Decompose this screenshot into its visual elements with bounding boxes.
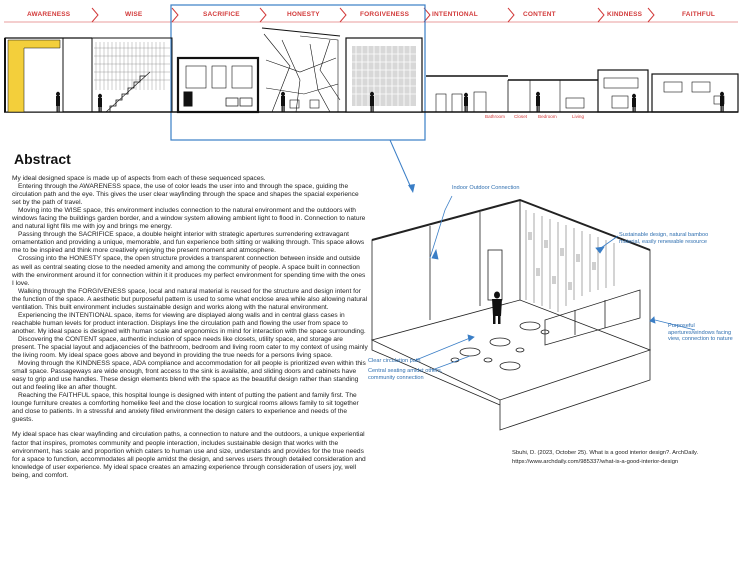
abstract-paragraph: Crossing into the HONESTY space, the open structure provides a transparent connection between inside and outside as well as central seating close to the needed amenity and among the community of people. A space built in connection with the environment around it for connection within it it produces my perfect environment for spending time with the ones I love. <box>12 255 366 287</box>
citation-url: https://www.archdaily.com/985337/what-is-a-good-interior-design <box>512 458 679 465</box>
section-label-text: INTENTIONAL <box>432 11 478 18</box>
section-label-intentional <box>432 11 478 18</box>
honesty-section <box>262 28 340 112</box>
abstract-paragraph: Moving through the KINDNESS space, ADA compliance and accommodation for all people is prioritized even within this small space. Passageways are wide enough, front access to the sink is available, and sliding doors and cabinets have easy to grip and use handles. These design elements blend with the space as the beautiful design rather than standing out and feeling like an after thought. <box>12 360 366 392</box>
section-label-text: FAITHFUL <box>682 11 716 18</box>
abstract-paragraph: Passing through the SACRIFICE space, a double height interior with strategic apertures surrendering extravagant ornamentation and providing a unique, memorable, and fun experience both sitting or walking through. This space allows me to be inspired and think more creatively enjoying the present moment and atmosphere. <box>12 231 365 255</box>
section-label-text: CONTENT <box>523 11 556 18</box>
section-label-wise <box>125 11 142 18</box>
abstract-paragraph: Reaching the FAITHFUL space, this hospital lounge is designed with intent of putting the patient and family first. The lounge furniture creates a comforting homelike feel and the close location to surgical rooms allows family to sit together and close to patients. In a stressful and anxiety filled environment the design caters to experience and needs of the guests. <box>12 392 359 424</box>
section-label-text: AWARENESS <box>27 11 71 18</box>
awareness-section <box>5 38 92 112</box>
abstract-paragraph: My ideal designed space is made up of aspects from each of these sequenced spaces. <box>12 175 266 182</box>
section-label-sacrifice <box>203 11 240 18</box>
section-label-text: FORGIVENESS <box>360 11 410 18</box>
section-label-honesty <box>287 11 320 18</box>
section-label-kindness <box>607 11 642 18</box>
kindness-section <box>598 70 648 112</box>
callout-indoor-outdoor: Indoor Outdoor Connection <box>452 185 520 191</box>
room-label-closet: Closet <box>514 114 528 119</box>
axonometric-room <box>372 200 650 430</box>
room-label-bedroom: Bedroom <box>538 114 557 119</box>
abstract-paragraph: Discovering the CONTENT space, authentic inclusion of space needs like closets, utility space, and storage are present. The spacial layout and adjacencies of the bathroom, bedroom and living room cater to my context of using mainly the living room. My ideal space goes above and beyond in providing the true needs for a persons living space. <box>12 335 368 360</box>
section-label-awareness <box>27 11 70 18</box>
citation-line: Sbuhi, D. (2023, October 25). What is a good interior design?. ArchDaily. <box>512 450 699 456</box>
wise-section <box>92 38 172 112</box>
callout-arrow <box>390 140 412 190</box>
callout-sustainable: Sustainable design, natural bamboo material, easily renewable resource <box>619 232 709 245</box>
section-label-text: KINDNESS <box>607 11 643 18</box>
callout-central-seating: Central seating amidst others, community connection <box>368 368 443 381</box>
abstract-conclusion: My ideal space has clear wayfinding and circulation paths, a connection to nature and the outdoors, a unique experiential factor that inspires, promotes community and people interaction, includes sustainable design that works with the environment, has scale and proportion which caters to human use and size, understands and provides for the true needs for a space to function, accommodates all people amidst the design, and serves users through detailed consideration and knowledge of user experience. My ideal space creates an amazing experience through consideration of users joy, well being, and comfort. <box>12 431 366 479</box>
abstract-paragraph: Entering through the AWARENESS space, the use of color leads the user into and through the space, guiding the circulation path and the eye. This gives the user clear wayfinding through the space and shapes the spacial experience set by the path of travel. <box>12 183 359 207</box>
abstract-title: Abstract <box>14 151 71 167</box>
abstract-paragraph: Walking through the FORGIVENESS space, local and natural material is reused for the structure and design intent for the function of the space. A aesthetic but purposeful pattern is used to some what enclose area while also allowing natural ventilation. This built environment includes sustainable design and works along with the natural environment. <box>12 287 368 311</box>
callout-purposeful: Purposeful apertures/windows facing view, connection to nature <box>668 323 733 343</box>
section-label-faithful <box>682 11 715 18</box>
section-label-text: WISE <box>125 11 143 18</box>
room-label-bathroom: Bathroom <box>485 114 505 119</box>
section-label-text: HONESTY <box>287 11 320 18</box>
section-label-forgiveness <box>360 11 409 18</box>
section-label-content <box>523 11 556 18</box>
callout-circulation: Clear circulation path <box>368 358 421 364</box>
forgiveness-section <box>346 38 422 112</box>
abstract-body <box>12 175 368 480</box>
faithful-section <box>652 74 738 112</box>
room-label-living: Living <box>572 114 585 119</box>
content-section <box>508 80 598 112</box>
abstract-paragraph: Moving into the WISE space, this environment includes connection to the natural environment and the outdoors with windows facing the buildings garden border, and a window system allowing ambient light to flood in. Connection to nature and natural light fills me with joy and brings me energy. <box>12 207 366 231</box>
sacrifice-section <box>178 58 258 112</box>
section-label-text: SACRIFICE <box>203 11 240 18</box>
citation <box>512 449 737 466</box>
abstract-paragraph: Experiencing the INTENTIONAL space, items for viewing are displayed along walls and in central glass cases in reachable human levels for product interaction. Displays line the circulation path and flowing the user from space to another. My ideal space is designed with human scale and ergonomics in mind for interaction with the space surrounding. <box>12 311 366 335</box>
